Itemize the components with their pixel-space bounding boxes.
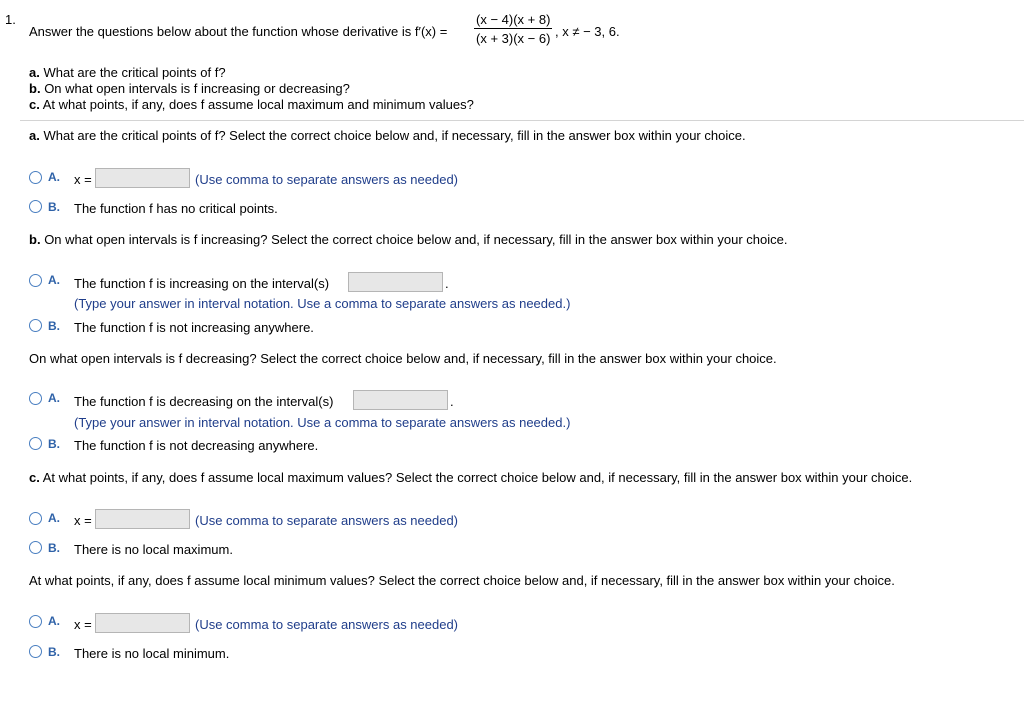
- part-a-prompt: a. What are the critical points of f? Select the correct choice below and, if necessary, fill in the answer box within your choice.: [29, 128, 746, 143]
- domain-condition: , x ≠ − 3, 6.: [555, 24, 620, 39]
- part-a-answer-input[interactable]: [95, 168, 190, 188]
- part-a-choice-a-radio[interactable]: [29, 171, 42, 184]
- part-c-max-prompt: c. At what points, if any, does f assume local maximum values? Select the correct choice below and, if necessary, fill in the answer box within your choice.: [29, 470, 913, 485]
- part-b-increasing-prompt: b. On what open intervals is f increasing? Select the correct choice below and, if necessary, fill in the answer box within your choice.: [29, 232, 788, 247]
- part-b-inc-choice-b-text: The function f is not increasing anywhere.: [74, 320, 314, 335]
- part-b-inc-choice-a-letter[interactable]: A.: [48, 273, 60, 287]
- increasing-period: .: [445, 276, 449, 291]
- part-a-choice-b-radio[interactable]: [29, 200, 42, 213]
- local-max-hint: (Use comma to separate answers as needed): [195, 513, 459, 528]
- part-a-hint: (Use comma to separate answers as needed): [195, 172, 459, 187]
- increasing-interval-input[interactable]: [348, 272, 443, 292]
- part-b-dec-choice-b-letter[interactable]: B.: [48, 437, 60, 451]
- part-b-inc-choice-b-radio[interactable]: [29, 319, 42, 332]
- part-c-min-x-label: x =: [74, 617, 92, 632]
- part-c-min-choice-a-letter[interactable]: A.: [48, 614, 60, 628]
- decreasing-period: .: [450, 394, 454, 409]
- part-a-choice-b-letter[interactable]: B.: [48, 200, 60, 214]
- part-a-choice-a-letter[interactable]: A.: [48, 170, 60, 184]
- local-max-input[interactable]: [95, 509, 190, 529]
- sub-question-a: a. What are the critical points of f?: [29, 65, 226, 80]
- question-number: 1.: [5, 12, 16, 27]
- part-c-max-x-label: x =: [74, 513, 92, 528]
- part-c-min-choice-b-radio[interactable]: [29, 645, 42, 658]
- part-c-max-choice-b-text: There is no local maximum.: [74, 542, 233, 557]
- part-a-x-label: x =: [74, 172, 92, 187]
- part-b-inc-choice-a-radio[interactable]: [29, 274, 42, 287]
- decreasing-hint: (Type your answer in interval notation. Use a comma to separate answers as needed.): [74, 415, 571, 430]
- part-b-dec-choice-a-letter[interactable]: A.: [48, 391, 60, 405]
- sub-question-b: b. On what open intervals is f increasing or decreasing?: [29, 81, 350, 96]
- part-b-inc-choice-a-text: The function f is increasing on the interval(s): [74, 276, 330, 291]
- decreasing-interval-input[interactable]: [353, 390, 448, 410]
- fraction-denominator: (x + 3)(x − 6): [476, 31, 551, 46]
- sub-question-c: c. At what points, if any, does f assume local maximum and minimum values?: [29, 97, 474, 112]
- part-b-dec-choice-b-text: The function f is not decreasing anywhere.: [74, 438, 319, 453]
- part-b-dec-choice-b-radio[interactable]: [29, 437, 42, 450]
- part-c-max-choice-a-radio[interactable]: [29, 512, 42, 525]
- part-c-min-prompt: At what points, if any, does f assume local minimum values? Select the correct choice below and, if necessary, fill in the answer box within your choice.: [29, 573, 895, 588]
- local-min-input[interactable]: [95, 613, 190, 633]
- fraction-numerator: (x − 4)(x + 8): [476, 12, 551, 27]
- part-b-dec-choice-a-text: The function f is decreasing on the interval(s): [74, 394, 334, 409]
- part-b-dec-choice-a-radio[interactable]: [29, 392, 42, 405]
- part-c-max-choice-b-radio[interactable]: [29, 541, 42, 554]
- local-min-hint: (Use comma to separate answers as needed): [195, 617, 459, 632]
- part-c-min-choice-b-letter[interactable]: B.: [48, 645, 60, 659]
- part-c-min-choice-a-radio[interactable]: [29, 615, 42, 628]
- derivative-fraction: [474, 12, 552, 46]
- part-c-max-choice-b-letter[interactable]: B.: [48, 541, 60, 555]
- divider: [20, 120, 1024, 121]
- part-c-max-choice-a-letter[interactable]: A.: [48, 511, 60, 525]
- part-c-min-choice-b-text: There is no local minimum.: [74, 646, 230, 661]
- part-b-decreasing-prompt: On what open intervals is f decreasing? Select the correct choice below and, if necessary, fill in the answer box within your choice.: [29, 351, 777, 366]
- increasing-hint: (Type your answer in interval notation. Use a comma to separate answers as needed.): [74, 296, 571, 311]
- question-intro: Answer the questions below about the function whose derivative is f′(x) =: [29, 24, 448, 39]
- part-b-inc-choice-b-letter[interactable]: B.: [48, 319, 60, 333]
- part-a-choice-b-text: The function f has no critical points.: [74, 201, 278, 216]
